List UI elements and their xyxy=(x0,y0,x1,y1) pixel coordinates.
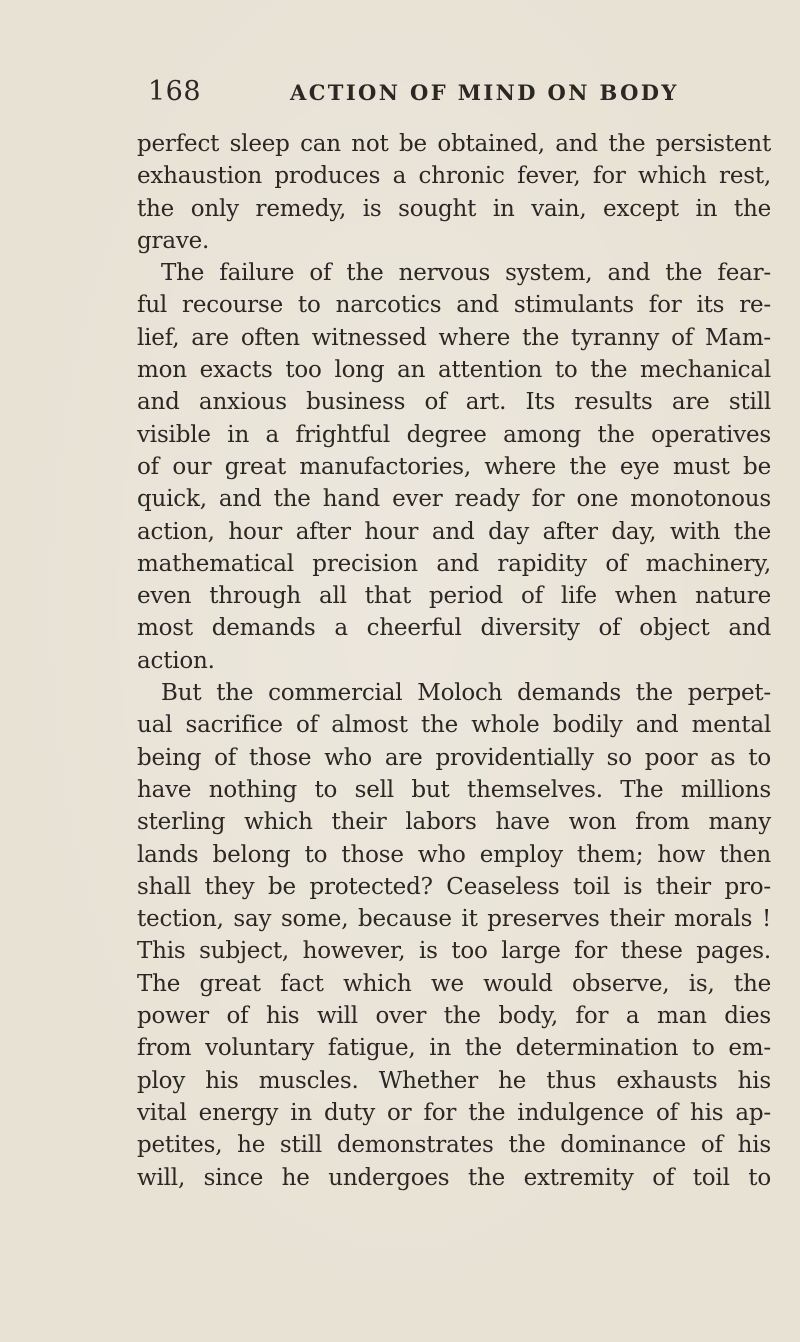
page-header xyxy=(148,76,768,116)
text-line: sterling which their labors have won from many xyxy=(137,809,771,836)
text-line: of our great manufactories, where the eye must be xyxy=(137,453,771,480)
text-line: action, hour after hour and day after day, with the xyxy=(137,518,771,545)
text-line: exhaustion produces a chronic fever, for which rest, xyxy=(137,163,771,190)
text-line: from voluntary fatigue, in the determination to em- xyxy=(137,1035,771,1062)
page-number: 168 xyxy=(148,76,202,107)
text-line: lief, are often witnessed where the tyranny of Mam- xyxy=(137,324,771,351)
text-line: vital energy in duty or for the indulgence of his ap- xyxy=(137,1099,771,1126)
text-line: action. xyxy=(137,647,215,674)
text-line: grave. xyxy=(137,227,210,254)
text-line: ual sacrifice of almost the whole bodily and mental xyxy=(137,712,771,739)
running-head: ACTION OF MIND ON BODY xyxy=(290,80,679,105)
text-line: tection, say some, because it preserves their morals ! xyxy=(137,906,771,933)
text-line: This subject, however, is too large for these pages. xyxy=(137,938,771,965)
text-line: have nothing to sell but themselves. The millions xyxy=(137,776,771,803)
text-line: shall they be protected? Ceaseless toil is their pro- xyxy=(137,873,771,900)
text-line: the only remedy, is sought in vain, except in the xyxy=(137,195,771,222)
text-line: petites, he still demonstrates the dominance of his xyxy=(137,1132,771,1159)
text-line: mon exacts too long an attention to the mechanical xyxy=(137,357,771,384)
text-line: The great fact which we would observe, is, the xyxy=(137,970,771,997)
text-line: visible in a frightful degree among the operatives xyxy=(137,421,771,448)
text-line: even through all that period of life when nature xyxy=(137,583,771,610)
text-line: ploy his muscles. Whether he thus exhausts his xyxy=(137,1067,771,1094)
text-line: But the commercial Moloch demands the perpet- xyxy=(161,680,771,707)
text-line: will, since he undergoes the extremity of toil to xyxy=(137,1164,771,1191)
text-line: mathematical precision and rapidity of machinery, xyxy=(137,550,771,577)
text-line: ful recourse to narcotics and stimulants for its re- xyxy=(137,292,771,319)
text-line: quick, and the hand ever ready for one monotonous xyxy=(137,486,771,513)
text-line: perfect sleep can not be obtained, and the persistent xyxy=(137,131,771,157)
body-text xyxy=(137,128,771,1194)
text-line: power of his will over the body, for a man dies xyxy=(137,1003,771,1030)
text-line: being of those who are providentially so poor as to xyxy=(137,744,771,771)
text-line: and anxious business of art. Its results are still xyxy=(137,389,771,416)
text-line: The failure of the nervous system, and the fear- xyxy=(161,260,771,287)
text-line: most demands a cheerful diversity of object and xyxy=(137,615,771,642)
text-line: lands belong to those who employ them; how then xyxy=(137,841,771,868)
